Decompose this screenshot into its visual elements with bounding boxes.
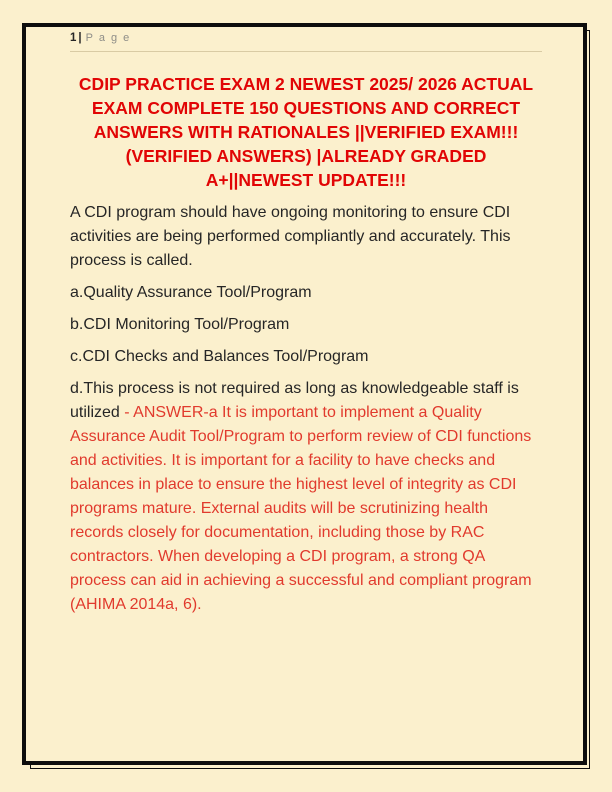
answer-rationale: - ANSWER-a It is important to implement a Quality Assurance Audit Tool/Program to perform review of CDI functions and activities. It is important for a facility to have checks and balances in place to ensure the highest level of integrity as CDI programs mature. External audits will be scrutinizing health records closely for documentation, including those by RAC contractors. When developing a CDI program, a strong QA process can aid in achieving a successful and compliant program (AHIMA 2014a, 6). — [70, 404, 532, 613]
page-number: 1 — [70, 32, 77, 44]
page-number-separator: | — [78, 32, 82, 44]
document-title — [70, 72, 542, 192]
title-line-2: EXAM COMPLETE 150 QUESTIONS AND CORRECT — [91, 98, 521, 118]
page-label: P a g e — [85, 32, 131, 44]
option-b: b.CDI Monitoring Tool/Program — [70, 316, 290, 333]
title-line-3: ANSWERS WITH RATIONALES ||VERIFIED EXAM!!! — [93, 122, 519, 142]
page-header — [70, 32, 542, 52]
option-d-text: d.This process is not required as long as knowledgeable staff is utilized — [70, 380, 519, 421]
title-line-1: CDIP PRACTICE EXAM 2 NEWEST 2025/ 2026 ACTUAL — [78, 74, 534, 94]
option-a: a.Quality Assurance Tool/Program — [70, 284, 312, 301]
title-line-5: A+||NEWEST UPDATE!!! — [205, 170, 407, 190]
option-d-with-answer — [70, 377, 542, 617]
option-c: c.CDI Checks and Balances Tool/Program — [70, 348, 369, 365]
question-stem: A CDI program should have ongoing monitoring to ensure CDI activities are being performed compliantly and accurately. This process is called. — [70, 204, 511, 269]
title-line-4: (VERIFIED ANSWERS) |ALREADY GRADED — [125, 146, 487, 166]
page-content — [70, 32, 542, 617]
